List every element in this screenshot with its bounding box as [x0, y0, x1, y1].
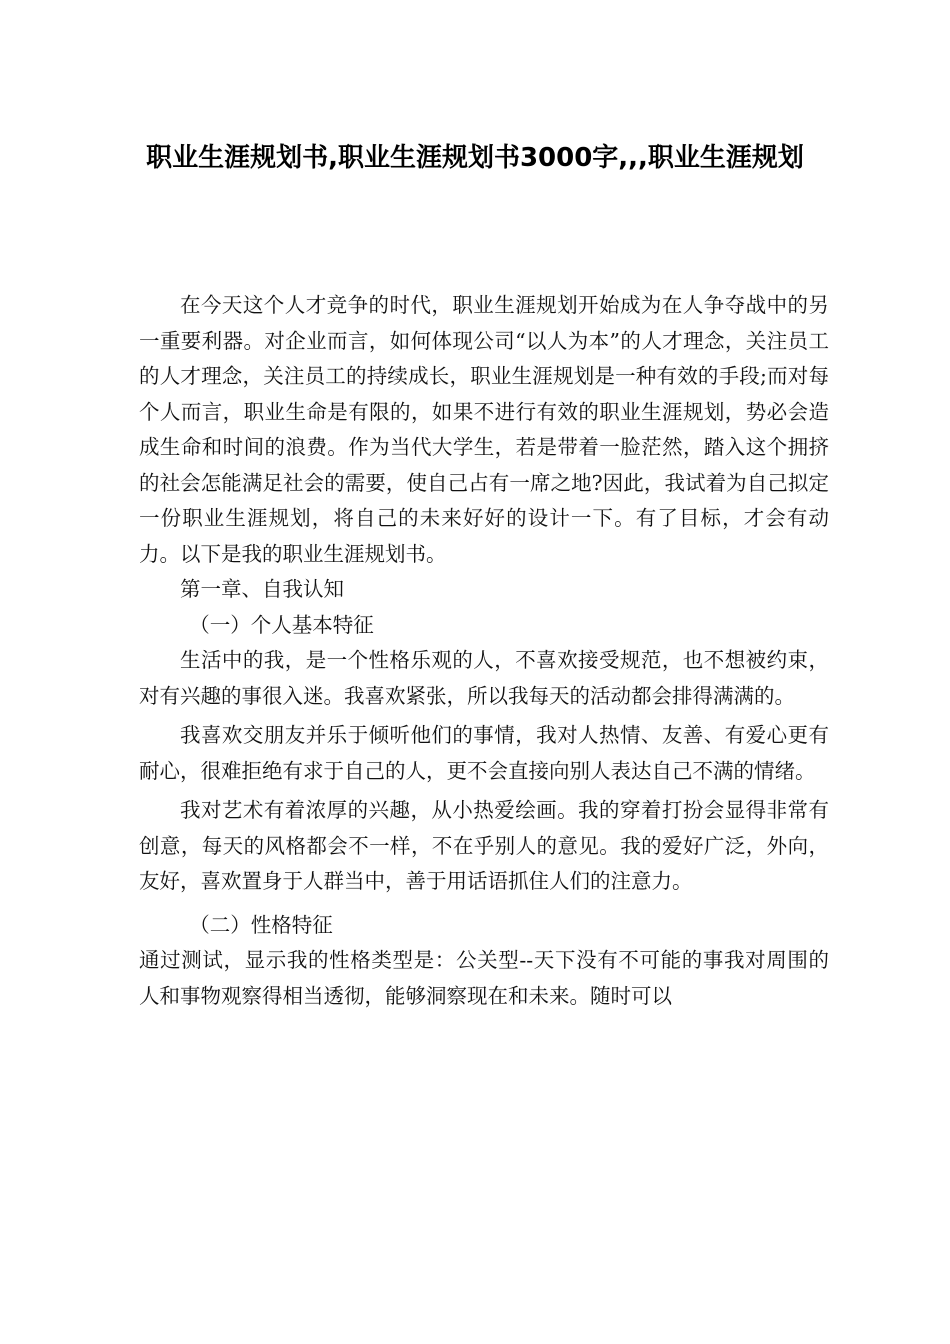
section-heading-character: （二）性格特征 [189, 912, 333, 937]
section-heading-basic-traits: （一）个人基本特征 [189, 612, 374, 637]
document-body [139, 288, 829, 1014]
document-title: 职业生涯规划书,职业生涯规划书3000字,,,职业生涯规划 [146, 143, 804, 173]
chapter-heading: 第一章、自我认知 [180, 577, 344, 601]
paragraph-friends: 我喜欢交朋友并乐于倾听他们的事情，我对人热情、友善、有爱心更有耐心，很难拒绝有求于自己的人，更不会直接向别人表达自己不满的情绪。 [139, 723, 829, 783]
intro-paragraph: 在今天这个人才竞争的时代，职业生涯规划开始成为在人争夺战中的另一重要利器。对企业而言，如何体现公司“以人为本”的人才理念，关注员工的人才理念，关注员工的持续成长，职业生涯规划是一种有效的手段;而对每个人而言，职业生命是有限的，如果不进行有效的职业生涯规划，势必会造成生命和时间的浪费。作为当代大学生，若是带着一脸茫然，踏入这个拥挤的社会怎能满足社会的需要，使自己占有一席之地?因此，我试着为自己拟定一份职业生涯规划，将自己的未来好好的设计一下。有了目标，才会有动力。以下是我的职业生涯规划书。 [139, 293, 829, 566]
paragraph-test-result: 通过测试，显示我的性格类型是：公关型--天下没有不可能的事我对周围的人和事物观察得相当透彻，能够洞察现在和未来。随时可以 [139, 948, 829, 1008]
paragraph-personality: 生活中的我，是一个性格乐观的人，不喜欢接受规范，也不想被约束，对有兴趣的事很入迷。我喜欢紧张，所以我每天的活动都会排得满满的。 [139, 648, 829, 708]
paragraph-art: 我对艺术有着浓厚的兴趣，从小热爱绘画。我的穿着打扮会显得非常有创意，每天的风格都会不一样，不在乎别人的意见。我的爱好广泛，外向，友好，喜欢置身于人群当中，善于用话语抓住人们的注意力。 [139, 798, 829, 893]
